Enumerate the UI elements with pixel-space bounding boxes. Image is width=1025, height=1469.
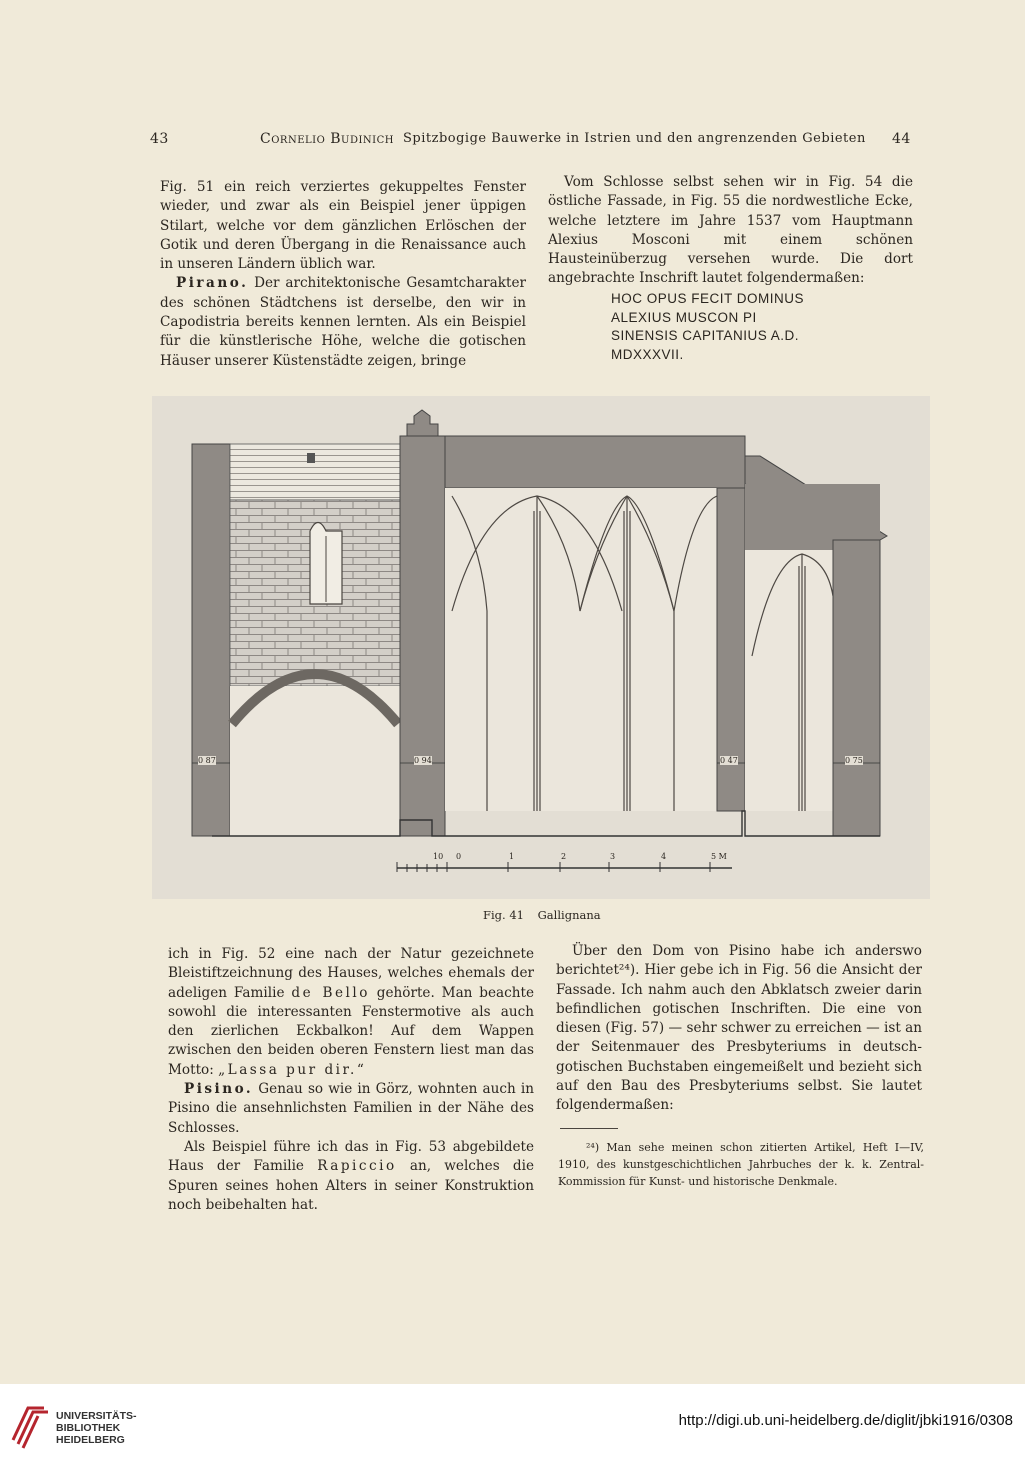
place-heading-pisino: Pisino. [184,1081,254,1098]
dimension-label: 0 94 [414,756,432,765]
paragraph-text: Der architektonische Gesamtcharakter des schönen Städtchens ist derselbe, den wir in Capodistria bereits kennen lernten. Als ein Beispiel für die künstlerische Höhe, welche die gotischen Häuser unserer Küstenstädte zeigen, bringe [160,275,526,369]
library-logo-icon [10,1404,50,1450]
paragraph: Vom Schlosse selbst sehen wir in Fig. 54 die östliche Fassade, in Fig. 55 die nordwestliche Ecke, welche letztere im Jahre 1537 vom Hauptmann Alexius Mosconi mit einem schönen Hausteinüberzug versehen wurde. Die dort angebrachte Inschrift lautet folgendermaßen: [548,174,913,287]
page-number-right: 44 [892,131,911,147]
paragraph: Fig. 51 ein reich verziertes gekuppeltes Fenster wieder, und zwar als ein Beispiel jener üppigen Stilart, welche vor dem gänzlichen Erlöschen der Gotik und deren Übergang in die Renaissance auch in unseren Ländern üblich war. [160,179,526,273]
scale-label: 0 [456,852,462,861]
dimension-label: 0 87 [198,756,216,765]
right-wall [833,540,880,836]
central-pier [400,436,445,836]
roof-timber [230,444,400,500]
scale-label: 1 [509,852,515,861]
library-name-line: BIBLIOTHEK [56,1422,121,1434]
ground-arch-void [230,686,400,836]
scale-label: 10 [433,852,444,861]
inscription-block [611,290,804,364]
place-heading-pirano: Pirano. [176,275,249,292]
text-column-bottom-right [556,942,922,1116]
footnote-rule [560,1128,618,1129]
left-wall [192,444,230,836]
figure-plate [152,396,930,899]
text-column-top-right [548,173,913,289]
page-number-left: 43 [150,131,169,147]
scale-label: 4 [661,852,667,861]
finial [407,410,438,436]
upper-wall [445,436,745,488]
running-title: Spitzbogige Bauwerke in Istrien und den angrenzenden Gebieten [403,131,866,146]
caption-text: Gallignana [537,908,601,922]
inscription-line: SINENSIS CAPITANIUS A.D. [611,328,800,343]
dimension-label: 0 47 [720,756,738,765]
paragraph [168,1138,534,1215]
text: ich in Fig. 52 eine nach der Natur gezeichnete Bleistiftzeichnung des Hauses, welches ehemals der adeligen Familie [168,946,534,1001]
scale-ticks [397,862,710,872]
section-drawing [152,396,930,899]
running-author: Cornelio Budinich [260,131,394,147]
footnote [558,1139,924,1190]
nave-void [445,488,717,811]
inscription-line: MDXXXVII. [611,346,684,362]
library-name-line: HEIDELBERG [56,1434,125,1446]
source-url-link[interactable]: http://digi.ub.uni-heidelberg.de/diglit/jbki1916/0308 [678,1412,1013,1429]
scale-label: 3 [610,852,616,861]
motto: „Lassa pur dir.“ [218,1061,367,1078]
text: gehörte. Man beachte sowohl die interessanten Fenstermotive als auch den zierlichen Eckbalkon! Auf dem Wappen zwischen den beiden oberen Fenstern liest man das Motto: [168,984,535,1078]
caption-number: Fig. 41 [483,908,524,922]
paragraph-pisino [168,1080,534,1138]
library-name-line: UNIVERSITÄTS- [56,1410,137,1422]
text: an, welches die Spuren seines hohen Alters in seiner Konstruktion noch beibehalten hat. [168,1158,534,1213]
library-name [56,1410,137,1446]
text: Als Beispiel führe ich das in Fig. 53 abgebildete Haus der Familie [168,1138,534,1175]
scale-label: 2 [561,852,567,861]
paragraph [168,945,534,1080]
paragraph-text: Genau so wie in Görz, wohnten auch in Pisino die ansehnlichsten Familien in der Nähe des Schlosses. [168,1081,534,1136]
paragraph-pirano [160,274,526,370]
paragraph: Über den Dom von Pisino habe ich anderswo berichtet²⁴). Hier gebe ich in Fig. 56 die Ansicht der Fassade. Ich nahm auch den Abklatsch zweier darin befindlichen gotischen Inschriften. Die eine von diesen (Fig. 57) — sehr schwer zu erreichen — ist an der Seitenmauer des Presbyteriums in deutsch-gotischen Buchstaben eingemeißelt und bezieht sich auf den Bau des Presbyteriums selbst. Sie lautet folgendermaßen: [556,943,922,1114]
footnote-text: ²⁴) Man sehe meinen schon zitierten Artikel, Heft I—IV, 1910, des kunstgeschichtlichen Jahrbuches der k. k. Zentral-Kommission für Kunst- und historische Denkmale. [558,1141,924,1188]
dimension-label: 0 75 [845,756,863,765]
scale-label: 5 M [711,852,727,861]
inscription-line: HOC OPUS FECIT DOMINUS [611,291,805,306]
inscription-line: ALEXIUS MUSCON PI [611,309,757,325]
family-name: Rapiccio [317,1158,397,1175]
family-name: de Bello [291,984,370,1001]
library-logo [10,1404,50,1454]
aisle-void [745,550,833,811]
figure-caption [483,908,601,922]
text-column-bottom-left [168,945,534,1215]
text-column-top-left [160,178,526,371]
